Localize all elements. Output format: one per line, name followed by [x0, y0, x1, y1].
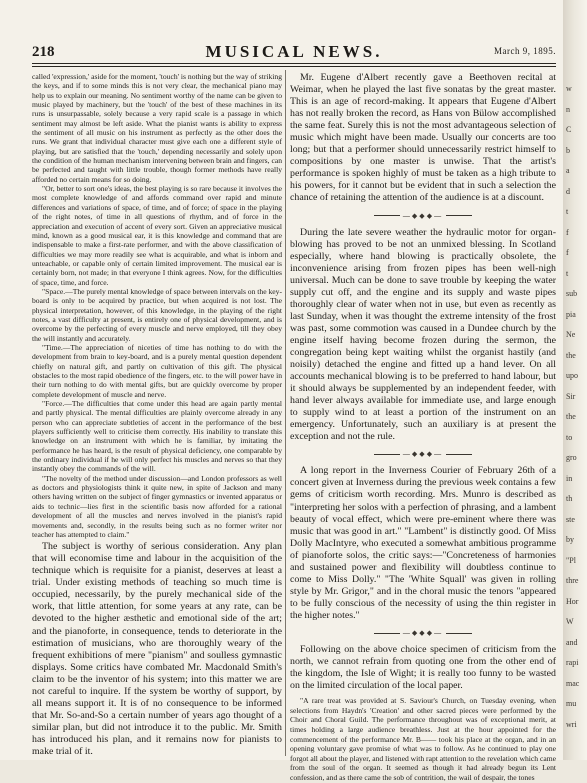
edge-fragment: upo [566, 371, 578, 380]
ornament-mark: —◆◆◆— [402, 211, 444, 220]
section-ornament [290, 449, 556, 458]
edge-fragment: "Pl [566, 555, 576, 565]
edge-fragment: f [566, 248, 569, 257]
edge-fragment: in [566, 473, 573, 483]
edge-fragment: gro [566, 453, 577, 462]
ornament-line [446, 454, 472, 455]
edge-fragment: f [566, 227, 569, 237]
news-item-paragraph: During the late severe weather the hydraulic motor for organ-blowing has proved to be not an unmixed blessing. In Scotland especially, where hand blowing is practically obsolete, the inconvenience arising from frozen pipes has been well-nigh universal. Much can be done to save trouble by keeping the water supply cut off, and the engine and its supply and waste pipes thoroughly clear of water when not in use, but even as recently as last Sunday, when it was thought the extreme intensity of the frost was past, some commotion was caused in a Dundee church by the engine itself having become frozen during the sermon, the congregation being kept waiting whilst the organist hastily (and noisily) detached the engine and fitted up a hand lever. On all accounts mechanical blowing is to be preferred to hand labour, but it should always be supplemented by an independent feeder, with hand lever always available for immediate use, and large enough to supply wind to at least a portion of the instrument on an emergency. Unfortunately, such an auxiliary is at present the exception and not the rule. [290, 226, 556, 443]
edge-fragment: b [566, 145, 570, 155]
right-column [290, 72, 556, 783]
section-ornament [290, 211, 556, 220]
edge-fragment: thre [566, 576, 579, 585]
edge-fragment: and [566, 637, 578, 647]
ornament-line [374, 215, 400, 216]
news-item-paragraph: Mr. Eugene d'Albert recently gave a Beethoven recital at Weimar, when he played the last five sonatas by the great master. This is an age of record-making. It appears that Eugene d'Albert has not really broken the record, as Hans von Bülow accomplished the same feat. Surely this is not the most advantageous selection of music which might have been made. Usually our concerts are too long; but that a performer should unnecessarily restrict himself to compositions by one master is unwise. That the artist's performance is spoken highly of must be taken as a high tribute to his powers, for it cannot but be evident that in such a selection the chance of retaining the attention of the audience is at a discount. [290, 72, 556, 204]
ornament-line [446, 215, 472, 216]
edge-fragment: the [566, 350, 576, 360]
edge-fragment: C [566, 125, 572, 134]
quoted-paragraph: "A rare treat was provided at S. Saviour's Church, on Tuesday evening, when selections from Haydn's 'Creation' and other sacred pieces were performed by the Choir and Choral Guild. The performance throughout was of exceptional merit, at times holding a large audience breathless. Just at the hour appointed for the commencement of the performance Mr. B—— took his place at the organ, and in an opening voluntary gave promise of what was to follow. As he continued to play one forgot all about the player, and listened with rapt attention to the revelation which came from the soul of the organ. It seemed as though it had already begun its Lent confession, and as there came the sob of contrition, the wail of despair, the tones [290, 696, 556, 782]
edge-fragment: mu [566, 699, 577, 708]
edge-fragment: sub [566, 289, 578, 298]
edge-fragment: W [566, 617, 574, 626]
edge-fragment: Ne [566, 330, 576, 339]
article-paragraph: "Force.—The difficulties that come under this head are again partly mental and partly physical. The mental difficulties are plainly overcome already in any person who can appreciate subtleties of accent in the performance of the best players sufficiently well to criticise them correctly. His inability to translate this knowledge on an instrument with which he is familiar, by imitating the performance he has heard, is the result of physical deficiency, one comparable by the ordinary individual if he will only perfect his muscles and nerves so that they instantly obey the commands of the will. [32, 399, 282, 474]
ornament-mark: —◆◆◆— [402, 450, 444, 459]
edge-fragment: a [566, 166, 570, 175]
edge-fragment: by [566, 535, 574, 544]
news-item-paragraph: Following on the above choice specimen of criticism from the north, we cannot refrain from quoting one from the other end of the kingdom, the Isle of Wight; it is really too funny to be wasted on the limited circulation of the local paper. [290, 643, 556, 692]
edge-fragment: n [566, 104, 570, 114]
ornament-mark: —◆◆◆— [402, 628, 444, 637]
article-paragraph: "Or, better to sort one's ideas, the best playing is so rare because it involves the most complete knowledge of and affords command over rapid and minute differences and variations of space, of time, and of force; of space in the playing of the right notes, of time in all questions of rhythm, and of force in the appreciation and execution of accent of every sort. Given an appreciative musical mind, known as a good musical ear, it is this knowledge and command that are indispensable to make a first-rate performer, and with the above classification of difficulties we may more readily see what is acquirable, and what is inborn and unteachable, or capable only of certain limited improvement. The musical ear is certainly born, not made; in that everyone I think agrees. Now, for the difficulties of space, time, and force. [32, 184, 282, 287]
page-header [32, 40, 556, 62]
edge-fragment: w [566, 84, 572, 93]
edge-fragment: rapi [566, 658, 579, 667]
header-rule [32, 63, 556, 64]
left-column [32, 72, 282, 758]
ornament-line [446, 633, 472, 634]
article-paragraph: "Space.—The purely mental knowledge of space between intervals on the key-board is only to be acquired by practice, but when acquired is not lost. The physical interpretation, however, of this knowledge, in the playing of the right notes, a vast difficulty at present, is entirely one of physical development, and is overcome by the perfecting of every muscle and nerve employed, till they obey the will instantly and accurately. [32, 286, 282, 343]
edge-fragment: ste [566, 514, 575, 524]
publication-title: MUSICAL NEWS. [205, 42, 383, 61]
edge-fragment: mac [566, 678, 580, 688]
edge-fragment: pia [566, 309, 576, 319]
edge-fragment: t [566, 268, 569, 278]
section-ornament [290, 628, 556, 637]
edge-fragment: t [566, 207, 569, 216]
page-number: 218 [32, 44, 55, 60]
facing-page-edge [563, 0, 587, 760]
edge-fragment: the [566, 412, 576, 421]
issue-date: March 9, 1895. [494, 46, 556, 56]
news-item-paragraph: A long report in the Inverness Courier of February 26th of a concert given at Inverness during the previous week contains a few gems of criticism worth recording. Mrs. Munro is described as "interpreting her solos with a perfection of phrasing, and a lambent beauty of vocal effect, which were pre-eminent where there was music that was good in art." "Lambent" is distinctly good. Of Miss Dolly MacIntyre, who executed a somewhat ambitious programme of pianoforte solos, the critic says:—"Concreteness of harmonies and sustained power and flexibility will doubtless continue to come to Miss Dolly." "The 'White Squall' was given in rolling style by Mr. Grigor," and in the choral music the tenors "appeared to be fully conscious of the necessity of using the thin register in the higher notes." [290, 465, 556, 621]
article-paragraph: "The novelty of the method under discussion—and London professors as well as doctors and physiologists think it quite new, in spite of Jackson and many others having written on the subject of finger gymnastics or invented apparatus or aids to technic—lies first in the scientific basis now afforded for a rational development of all the muscles and nerves involved in the pianist's rapid movements and, secondly, in the results being such as no former writer nor teacher has attempted to claim." [32, 473, 282, 539]
column-divider [285, 70, 286, 756]
edge-fragment: wri [566, 719, 577, 729]
edge-fragment: d [566, 186, 570, 196]
article-paragraph: called 'expression,' aside for the moment, 'touch' is nothing but the way of striking the keys, and if to some minds this is not very clear, the mechanical piano may help us to explain our meaning. No sentiment worthy of the name can be given to music played by machinery, but the 'touch' of the best of these machines in its runs is unsurpassable, solely because a very rapid scale is a passage in which sentiment may almost be left aside. What the pianist wants is ability to express the sentiment of all music on his instrument as perfectly as the other does the runs. We grant that individual character must give each one a different style of playing, but are satisfied that the 'touch,' depending necessarily and solely upon the condition of the human mechanism intervening between brain and fingers, can be perfected and taught with little trouble, though former methods have really afforded no certain means for so doing. [32, 72, 282, 184]
edge-fragment: Hor [566, 596, 579, 606]
edge-fragment: Sir [566, 391, 576, 401]
header-rule-thin [32, 66, 556, 67]
edge-fragment: th [566, 494, 573, 503]
article-paragraph: "Time.—The appreciation of niceties of time has nothing to do with the development from brain to key-board, and is a purely mental question dependent chiefly on natural gift, and partly on cultivation of this gift. The physical obstacles to the most rapid obedience of the fingers, etc. to the will power have in their turn nothing to do with mental gifts, but are quickly overcome by proper complete development of muscle and nerve. [32, 342, 282, 399]
edge-fragment: to [566, 432, 573, 442]
ornament-line [374, 454, 400, 455]
article-paragraph: The subject is worthy of serious consideration. Any plan that will economise time and labour in the acquisition of the technique which is requisite for a pianist, deserves at least a trial. Under existing methods of teaching so much time is occupied, necessarily, by the purely mechanical side of the work, that little attention, for some years at any rate, can be devoted to the higher æsthetic and emotional side of the art; and the pianoforte, in consequence, tends to deteriorate in the estimation of musicians, who are thoroughly weary of the frequent exhibitions of mere "pianism" and soulless gymnastic displays. Some critics have combated Mr. Macdonald Smith's claim to be the inventor of his system; into this matter we are not careful to inquire. If the system be worthy of support, by all means support it. It is of no consequence to be informed that Mr. So-and-So a certain number of years ago thought of a similar plan, but did not introduce it to the public. Mr. Smith has introduced his plan, and it remains now for pianists to make trial of it. [32, 541, 282, 757]
ornament-line [374, 633, 400, 634]
